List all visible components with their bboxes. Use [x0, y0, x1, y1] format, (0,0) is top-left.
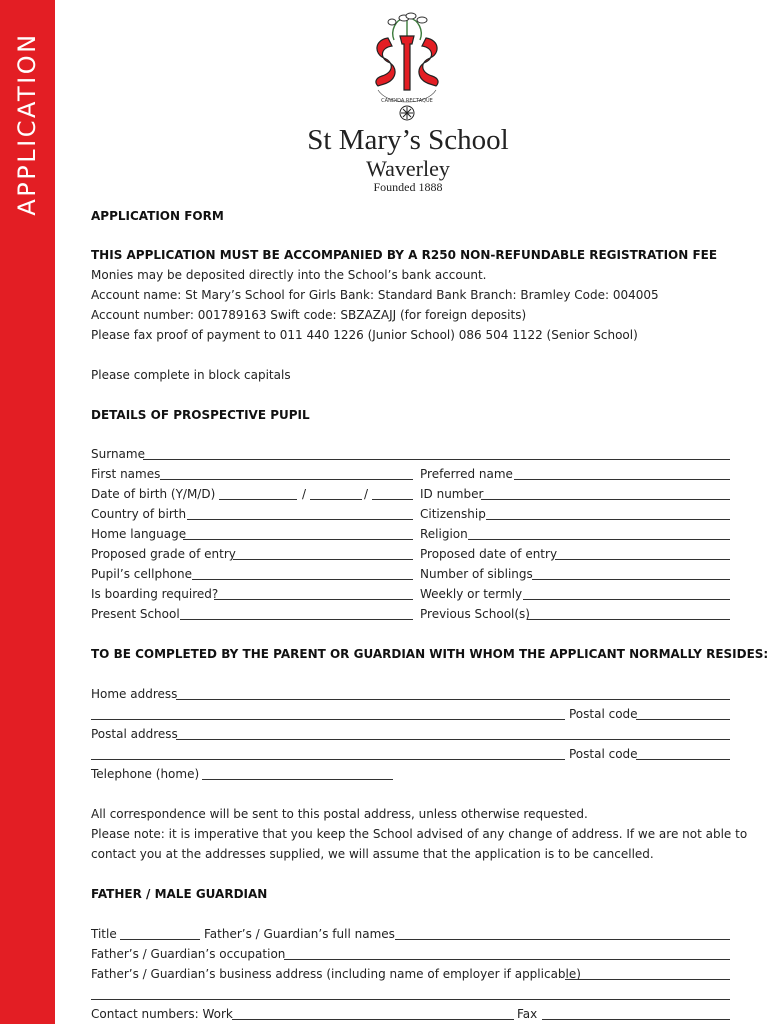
title-label: Title: [91, 927, 117, 941]
home-address-label: Home address: [91, 687, 178, 701]
bank-line: Monies may be deposited directly into the School’s bank account.: [91, 268, 487, 282]
telephone-field[interactable]: [202, 779, 393, 780]
date-separator: /: [364, 487, 369, 501]
dob-day-field[interactable]: [372, 499, 413, 500]
dob-month-field[interactable]: [310, 499, 362, 500]
bank-line: Please fax proof of payment to 011 440 1226 (Junior School) 086 504 1122 (Senior School): [91, 328, 638, 342]
telephone-label: Telephone (home): [91, 767, 200, 781]
father-heading: FATHER / MALE GUARDIAN: [91, 887, 268, 901]
school-founded: Founded 1888: [373, 180, 443, 194]
postal-code-label: Postal code: [569, 747, 638, 761]
siblings-label: Number of siblings: [420, 567, 533, 581]
date-separator: /: [302, 487, 307, 501]
weekly-termly-label: Weekly or termly: [420, 587, 523, 601]
address-note-line: contact you at the addresses supplied, we will assume that the application is to be cancelled.: [91, 847, 654, 861]
dob-label: Date of birth (Y/M/D): [91, 487, 216, 501]
religion-field[interactable]: [468, 539, 730, 540]
present-school-field[interactable]: [180, 619, 413, 620]
sidebar: [0, 0, 55, 1024]
fax-label: Fax: [517, 1007, 538, 1021]
school-crest-logo: [364, 10, 450, 124]
full-names-field[interactable]: [395, 939, 730, 940]
form-title: APPLICATION FORM: [91, 209, 224, 223]
weekly-termly-field[interactable]: [523, 599, 730, 600]
bank-line: Account name: St Mary’s School for Girls Bank: Standard Bank Branch: Bramley Code: 004005: [91, 288, 659, 302]
title-field[interactable]: [120, 939, 200, 940]
first-names-label: First names: [91, 467, 161, 481]
postal-postal-code-field[interactable]: [636, 759, 730, 760]
previous-schools-label: Previous School(s): [420, 607, 530, 621]
postal-address-field[interactable]: [176, 739, 730, 740]
previous-schools-field[interactable]: [527, 619, 730, 620]
surname-label: Surname: [91, 447, 145, 461]
home-postal-code-field[interactable]: [636, 719, 730, 720]
full-names-label: Father’s / Guardian’s full names: [204, 927, 395, 941]
preferred-name-label: Preferred name: [420, 467, 513, 481]
present-school-label: Present School: [91, 607, 180, 621]
business-address-label: Father’s / Guardian’s business address (including name of employer if applicable): [91, 967, 581, 981]
occupation-field[interactable]: [284, 959, 730, 960]
boarding-field[interactable]: [214, 599, 413, 600]
sidebar-label: APPLICATION: [13, 32, 41, 216]
citizenship-field[interactable]: [486, 519, 730, 520]
first-names-field[interactable]: [160, 479, 413, 480]
dob-year-field[interactable]: [219, 499, 297, 500]
proposed-grade-field[interactable]: [233, 559, 413, 560]
religion-label: Religion: [420, 527, 468, 541]
id-number-field[interactable]: [481, 499, 730, 500]
country-of-birth-label: Country of birth: [91, 507, 187, 521]
pupil-cellphone-field[interactable]: [192, 579, 413, 580]
parent-heading: TO BE COMPLETED BY THE PARENT OR GUARDIAN WITH WHOM THE APPLICANT NORMALLY RESIDES:: [91, 647, 768, 661]
pupil-cellphone-label: Pupil’s cellphone: [91, 567, 192, 581]
siblings-field[interactable]: [532, 579, 730, 580]
bank-line: Account number: 001789163 Swift code: SBZAZAJJ (for foreign deposits): [91, 308, 527, 322]
block-capitals-note: Please complete in block capitals: [91, 368, 291, 382]
preferred-name-field[interactable]: [514, 479, 730, 480]
pupil-heading: DETAILS OF PROSPECTIVE PUPIL: [91, 408, 310, 422]
home-address-field[interactable]: [176, 699, 730, 700]
crest-motto: CANDIDA RECTAQUE: [381, 98, 433, 104]
fax-field[interactable]: [542, 1019, 730, 1020]
correspondence-note: All correspondence will be sent to this postal address, unless otherwise requested.: [91, 807, 588, 821]
contact-work-label: Contact numbers: Work: [91, 1007, 233, 1021]
home-address-line2-field[interactable]: [91, 719, 565, 720]
postal-address-label: Postal address: [91, 727, 178, 741]
surname-field[interactable]: [143, 459, 730, 460]
school-name: St Mary’s School: [307, 124, 509, 156]
proposed-date-field[interactable]: [555, 559, 730, 560]
business-address-field[interactable]: [565, 979, 730, 980]
proposed-grade-label: Proposed grade of entry: [91, 547, 236, 561]
occupation-label: Father’s / Guardian’s occupation: [91, 947, 286, 961]
fee-notice: THIS APPLICATION MUST BE ACCOMPANIED BY A R250 NON-REFUNDABLE REGISTRATION FEE: [91, 248, 718, 262]
home-language-label: Home language: [91, 527, 187, 541]
contact-work-field[interactable]: [232, 1019, 514, 1020]
postal-code-label: Postal code: [569, 707, 638, 721]
school-location: Waverley: [366, 156, 450, 181]
home-language-field[interactable]: [183, 539, 413, 540]
boarding-label: Is boarding required?: [91, 587, 219, 601]
postal-address-line2-field[interactable]: [91, 759, 565, 760]
citizenship-label: Citizenship: [420, 507, 486, 521]
id-number-label: ID number: [420, 487, 484, 501]
address-note-line: Please note: it is imperative that you keep the School advised of any change of address. If we are not able to: [91, 827, 748, 841]
business-address-line2-field[interactable]: [91, 999, 730, 1000]
country-of-birth-field[interactable]: [187, 519, 413, 520]
proposed-date-label: Proposed date of entry: [420, 547, 558, 561]
